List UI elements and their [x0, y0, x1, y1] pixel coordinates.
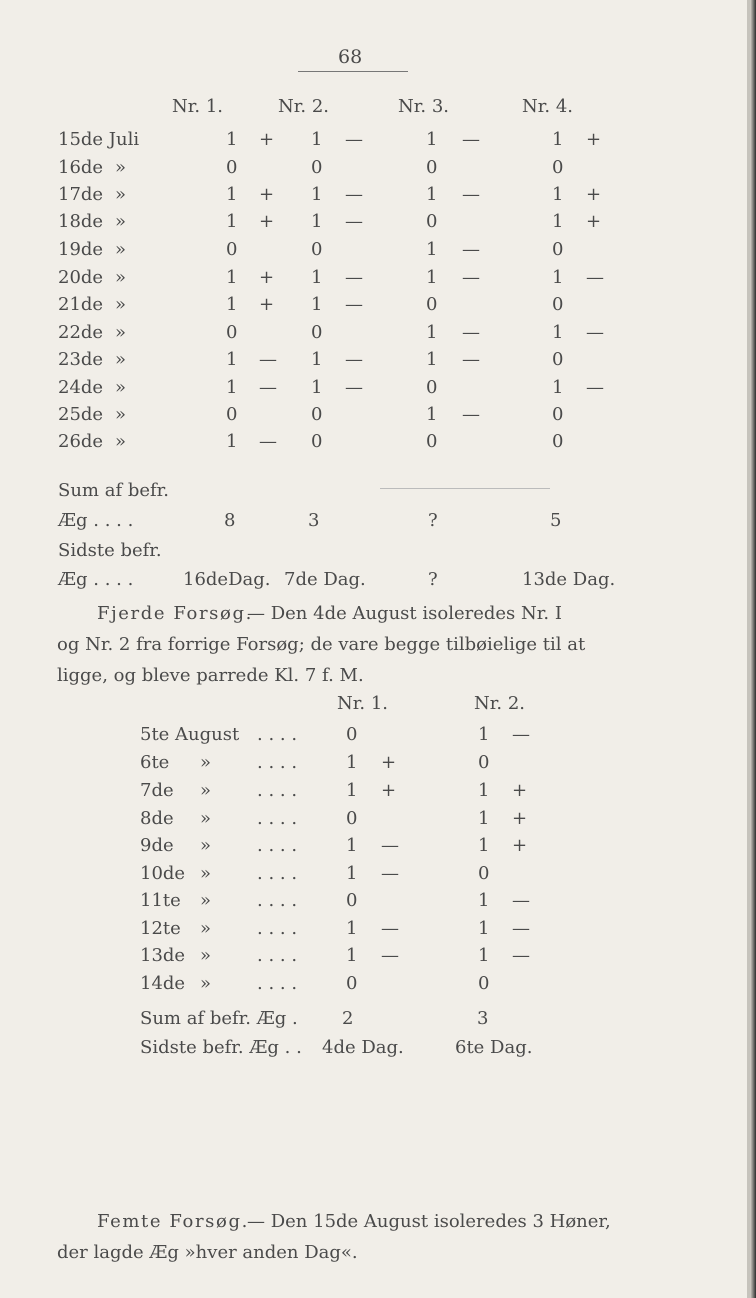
sign-cell: —: [586, 377, 604, 398]
last-egg-value: 16deDag.: [183, 569, 271, 590]
leader-dots: . . . .: [257, 945, 298, 966]
row-date: 5te August: [140, 724, 240, 745]
ditto-mark: »: [115, 404, 127, 425]
value-cell: 1: [478, 724, 490, 745]
leader-dots: . . . .: [257, 890, 298, 911]
value-cell: 0: [478, 863, 490, 884]
paragraph-heading-fifth: Femte Forsøg.: [97, 1211, 249, 1232]
last-egg-value: 4de Dag.: [322, 1037, 404, 1058]
value-cell: 1: [346, 918, 358, 939]
value-cell: 1: [311, 377, 323, 398]
sign-cell: —: [345, 294, 363, 315]
sign-cell: —: [586, 267, 604, 288]
sign-cell: —: [345, 349, 363, 370]
value-cell: 0: [226, 239, 238, 260]
last-egg-label: Sidste befr. Æg . .: [140, 1037, 302, 1058]
sign-cell: —: [259, 349, 277, 370]
value-cell: 1: [311, 184, 323, 205]
value-cell: 1: [478, 780, 490, 801]
last-egg-value: 7de Dag.: [284, 569, 366, 590]
row-date: 9de: [140, 835, 174, 856]
value-cell: 1: [226, 377, 238, 398]
value-cell: 1: [552, 184, 564, 205]
value-cell: 1: [311, 294, 323, 315]
row-date: 23de: [58, 349, 104, 370]
sign-cell: +: [512, 808, 528, 829]
column-header: Nr. 2.: [474, 693, 525, 714]
paragraph-line: — Den 15de August isoleredes 3 Høner,: [247, 1211, 611, 1232]
value-cell: 0: [552, 431, 564, 452]
sign-cell: +: [512, 780, 528, 801]
value-cell: 1: [478, 918, 490, 939]
value-cell: 0: [552, 157, 564, 178]
sign-cell: +: [259, 267, 275, 288]
value-cell: 0: [426, 157, 438, 178]
value-cell: 0: [311, 322, 323, 343]
row-date: 10de: [140, 863, 186, 884]
leader-dots: . . . .: [257, 808, 298, 829]
value-cell: 1: [226, 211, 238, 232]
row-date: 19de: [58, 239, 104, 260]
value-cell: 0: [311, 157, 323, 178]
value-cell: 1: [226, 267, 238, 288]
value-cell: 1: [311, 267, 323, 288]
sign-cell: —: [345, 377, 363, 398]
sign-cell: +: [586, 129, 602, 150]
value-cell: 0: [426, 211, 438, 232]
sum-value: 5: [550, 510, 562, 531]
paragraph-heading-fourth: Fjerde Forsøg.: [97, 603, 253, 624]
sign-cell: —: [512, 945, 530, 966]
page-number: 68: [338, 46, 363, 68]
sign-cell: +: [259, 294, 275, 315]
sign-cell: —: [586, 322, 604, 343]
ditto-mark: »: [200, 945, 212, 966]
value-cell: 1: [426, 349, 438, 370]
value-cell: 0: [226, 404, 238, 425]
sign-cell: —: [345, 211, 363, 232]
row-date: 7de: [140, 780, 174, 801]
value-cell: 1: [346, 945, 358, 966]
sign-cell: —: [259, 377, 277, 398]
value-cell: 1: [426, 322, 438, 343]
ditto-mark: »: [115, 431, 127, 452]
value-cell: 1: [226, 294, 238, 315]
row-date: 20de: [58, 267, 104, 288]
value-cell: 1: [478, 890, 490, 911]
paragraph-line: — Den 4de August isoleredes Nr. I: [247, 603, 562, 624]
value-cell: 1: [346, 863, 358, 884]
value-cell: 1: [346, 752, 358, 773]
value-cell: 0: [552, 294, 564, 315]
sign-cell: +: [381, 752, 397, 773]
sum-value: 3: [477, 1008, 489, 1029]
last-egg-value: ?: [428, 569, 438, 590]
value-cell: 0: [478, 752, 490, 773]
ditto-mark: »: [200, 890, 212, 911]
value-cell: 0: [552, 239, 564, 260]
value-cell: 1: [226, 349, 238, 370]
sign-cell: —: [512, 724, 530, 745]
sum-value: 3: [308, 510, 320, 531]
sign-cell: —: [462, 184, 480, 205]
row-date: 6te: [140, 752, 170, 773]
paragraph-line: og Nr. 2 fra forrige Forsøg; de vare begge tilbøielige til at: [57, 634, 586, 655]
row-date: 13de: [140, 945, 186, 966]
sum-label: Æg . . . .: [58, 510, 134, 531]
sign-cell: —: [512, 890, 530, 911]
value-cell: 1: [478, 808, 490, 829]
value-cell: 0: [346, 973, 358, 994]
sign-cell: —: [462, 129, 480, 150]
sign-cell: —: [381, 945, 399, 966]
value-cell: 0: [311, 239, 323, 260]
leader-dots: . . . .: [257, 835, 298, 856]
value-cell: 1: [311, 211, 323, 232]
ditto-mark: »: [200, 973, 212, 994]
ditto-mark: »: [200, 808, 212, 829]
sum-value: 2: [342, 1008, 354, 1029]
sign-cell: —: [381, 835, 399, 856]
value-cell: 1: [552, 129, 564, 150]
sign-cell: —: [381, 863, 399, 884]
row-date: 24de: [58, 377, 104, 398]
sign-cell: —: [462, 267, 480, 288]
value-cell: 0: [346, 724, 358, 745]
ditto-mark: »: [115, 157, 127, 178]
ditto-mark: »: [200, 835, 212, 856]
last-egg-value: 13de Dag.: [522, 569, 616, 590]
row-date: 16de: [58, 157, 104, 178]
leader-dots: . . . .: [257, 752, 298, 773]
row-date: 18de: [58, 211, 104, 232]
row-date: 25de: [58, 404, 104, 425]
sign-cell: —: [462, 404, 480, 425]
column-header: Nr. 1.: [337, 693, 388, 714]
value-cell: 1: [226, 129, 238, 150]
sign-cell: —: [462, 239, 480, 260]
sign-cell: +: [259, 184, 275, 205]
value-cell: 1: [478, 835, 490, 856]
value-cell: 1: [426, 267, 438, 288]
sign-cell: +: [512, 835, 528, 856]
value-cell: 0: [311, 404, 323, 425]
value-cell: 1: [552, 267, 564, 288]
value-cell: 1: [426, 129, 438, 150]
sign-cell: —: [462, 349, 480, 370]
value-cell: 1: [552, 377, 564, 398]
sign-cell: —: [345, 129, 363, 150]
row-date: 17de: [58, 184, 104, 205]
value-cell: 0: [311, 431, 323, 452]
ditto-mark: »: [200, 752, 212, 773]
value-cell: 0: [426, 294, 438, 315]
sign-cell: —: [512, 918, 530, 939]
value-cell: 0: [552, 404, 564, 425]
paragraph-line: ligge, og bleve parrede Kl. 7 f. M.: [57, 665, 364, 686]
value-cell: 0: [346, 890, 358, 911]
value-cell: 0: [478, 973, 490, 994]
ditto-mark: »: [115, 239, 127, 260]
column-header: Nr. 1.: [172, 96, 223, 117]
value-cell: 1: [346, 780, 358, 801]
value-cell: 0: [226, 157, 238, 178]
row-date: 26de: [58, 431, 104, 452]
column-header: Nr. 4.: [522, 96, 573, 117]
sign-cell: +: [586, 184, 602, 205]
ditto-mark: »: [115, 294, 127, 315]
last-egg-label: Sidste befr.: [58, 540, 162, 561]
ditto-mark: »: [200, 863, 212, 884]
leader-dots: . . . .: [257, 724, 298, 745]
sum-value: 8: [224, 510, 236, 531]
value-cell: 1: [552, 322, 564, 343]
leader-dots: . . . .: [257, 973, 298, 994]
value-cell: 1: [426, 239, 438, 260]
ditto-mark: »: [115, 267, 127, 288]
value-cell: 0: [346, 808, 358, 829]
row-date: 8de: [140, 808, 174, 829]
paragraph-line: der lagde Æg »hver anden Dag«.: [57, 1242, 358, 1263]
leader-dots: . . . .: [257, 780, 298, 801]
value-cell: 0: [426, 431, 438, 452]
column-header: Nr. 2.: [278, 96, 329, 117]
last-egg-label: Æg . . . .: [58, 569, 134, 590]
value-cell: 1: [426, 184, 438, 205]
sign-cell: —: [259, 431, 277, 452]
ditto-mark: »: [115, 184, 127, 205]
value-cell: 1: [552, 211, 564, 232]
row-date: 15de Juli: [58, 129, 140, 150]
ditto-mark: »: [115, 322, 127, 343]
sign-cell: +: [259, 211, 275, 232]
value-cell: 1: [426, 404, 438, 425]
row-date: 14de: [140, 973, 186, 994]
page-number-rule: [298, 71, 408, 72]
sum-value: ?: [428, 510, 438, 531]
value-cell: 1: [311, 349, 323, 370]
value-cell: 0: [552, 349, 564, 370]
ditto-mark: »: [200, 780, 212, 801]
ditto-mark: »: [200, 918, 212, 939]
last-egg-value: 6te Dag.: [455, 1037, 533, 1058]
ditto-mark: »: [115, 211, 127, 232]
sign-cell: +: [259, 129, 275, 150]
sign-cell: —: [462, 322, 480, 343]
value-cell: 1: [226, 431, 238, 452]
sign-cell: —: [345, 184, 363, 205]
value-cell: 0: [226, 322, 238, 343]
sign-cell: —: [381, 918, 399, 939]
column-header: Nr. 3.: [398, 96, 449, 117]
row-date: 21de: [58, 294, 104, 315]
row-date: 22de: [58, 322, 104, 343]
sign-cell: +: [586, 211, 602, 232]
sign-cell: +: [381, 780, 397, 801]
row-date: 11te: [140, 890, 181, 911]
value-cell: 0: [426, 377, 438, 398]
leader-dots: . . . .: [257, 918, 298, 939]
sum-label: Sum af befr.: [58, 480, 170, 501]
sign-cell: —: [345, 267, 363, 288]
value-cell: 1: [478, 945, 490, 966]
value-cell: 1: [346, 835, 358, 856]
value-cell: 1: [226, 184, 238, 205]
book-spine-edge: [750, 0, 756, 1298]
ditto-mark: »: [115, 377, 127, 398]
leader-dots: . . . .: [257, 863, 298, 884]
sum-separator-rule: [380, 488, 550, 489]
row-date: 12te: [140, 918, 181, 939]
sum-label: Sum af befr. Æg .: [140, 1008, 298, 1029]
ditto-mark: »: [115, 349, 127, 370]
value-cell: 1: [311, 129, 323, 150]
